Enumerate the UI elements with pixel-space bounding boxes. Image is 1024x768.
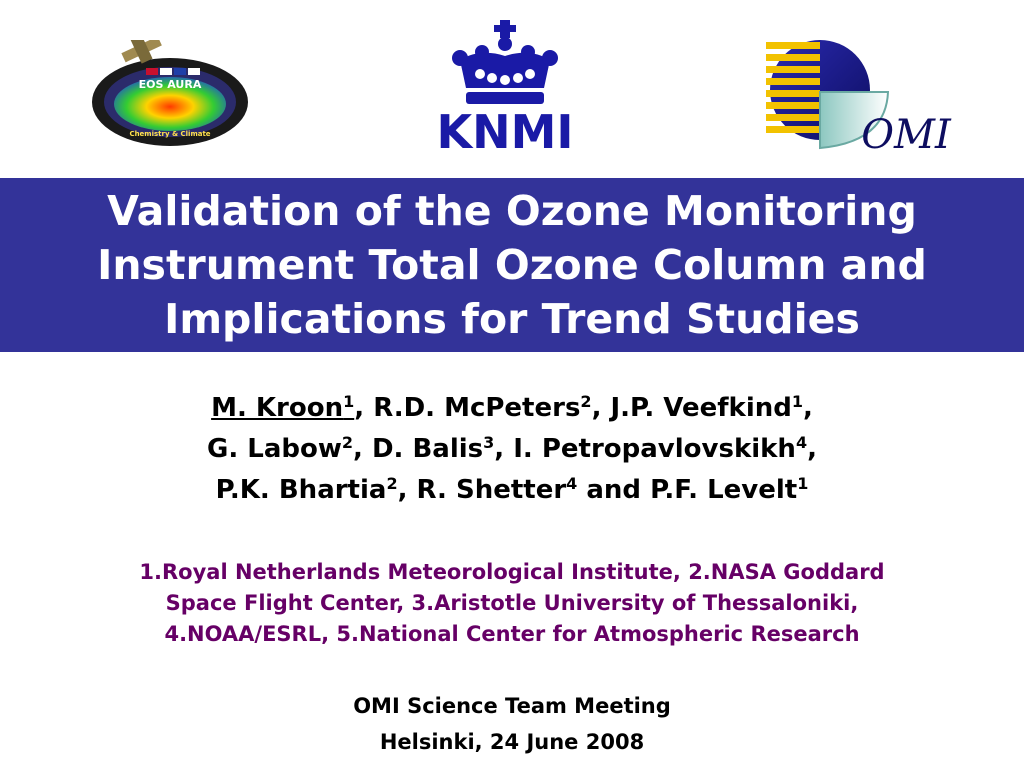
author-affil: 4: [795, 433, 808, 452]
separator: ,: [591, 393, 611, 423]
knmi-logo: [420, 18, 590, 158]
author-line-3: [0, 470, 1024, 511]
title-line-3: Implications for Trend Studies: [164, 295, 860, 343]
author-line-2: [0, 429, 1024, 470]
presenting-author-name: M. Kroon: [211, 393, 344, 423]
knmi-wordmark: KNMI: [436, 105, 574, 158]
title-band: [0, 178, 1024, 352]
author-affil: 1: [797, 474, 809, 493]
meeting-place-date: Helsinki, 24 June 2008: [379, 730, 645, 754]
author-name: J.P. Veefkind: [610, 393, 792, 423]
separator: ,: [353, 434, 372, 464]
separator: ,: [803, 393, 813, 423]
author-affil: 2: [341, 433, 354, 452]
author-name: I. Petropavlovskikh: [513, 434, 796, 464]
author-affil: 1: [791, 392, 804, 411]
title-line-2: Instrument Total Ozone Column and: [97, 241, 927, 289]
author-name: R. Shetter: [416, 475, 567, 505]
author-name: P.K. Bhartia: [215, 475, 387, 505]
author-name: G. Labow: [207, 434, 342, 464]
meeting-name: OMI Science Team Meeting: [353, 694, 671, 718]
separator: and: [577, 475, 651, 505]
author-affil: 2: [386, 474, 398, 493]
presenting-author: [211, 393, 354, 423]
eos-subtitle-text: Chemistry & Climate: [129, 130, 211, 138]
title-line-1: Validation of the Ozone Monitoring: [107, 187, 917, 235]
author-line-1: [0, 388, 1024, 429]
crown-icon: [452, 20, 558, 104]
author-affil: 2: [580, 392, 592, 411]
affiliation-line-3: 4.NOAA/ESRL, 5.National Center for Atmospheric Research: [164, 622, 860, 646]
affiliations: [0, 557, 1024, 650]
eos-title-text: EOS AURA: [138, 78, 202, 91]
author-name: P.F. Levelt: [650, 475, 798, 505]
author-affil: 4: [566, 474, 578, 493]
eos-aura-logo: [88, 40, 253, 150]
affiliation-line-2: Space Flight Center, 3.Aristotle University of Thessaloniki,: [165, 591, 859, 615]
separator: ,: [397, 475, 417, 505]
omi-wordmark: OMI: [861, 112, 951, 158]
affiliation-line-1: 1.Royal Netherlands Meteorological Institute, 2.NASA Goddard: [139, 560, 885, 584]
author-list: [0, 388, 1024, 511]
separator: ,: [494, 434, 514, 464]
separator: ,: [807, 434, 817, 464]
presenting-author-affil: 1: [343, 392, 355, 411]
meeting-info: [0, 688, 1024, 760]
author-affil: 3: [483, 433, 495, 452]
author-name: D. Balis: [371, 434, 484, 464]
separator: ,: [354, 393, 374, 423]
author-name: R.D. McPeters: [373, 393, 581, 423]
omi-logo: [758, 30, 958, 160]
